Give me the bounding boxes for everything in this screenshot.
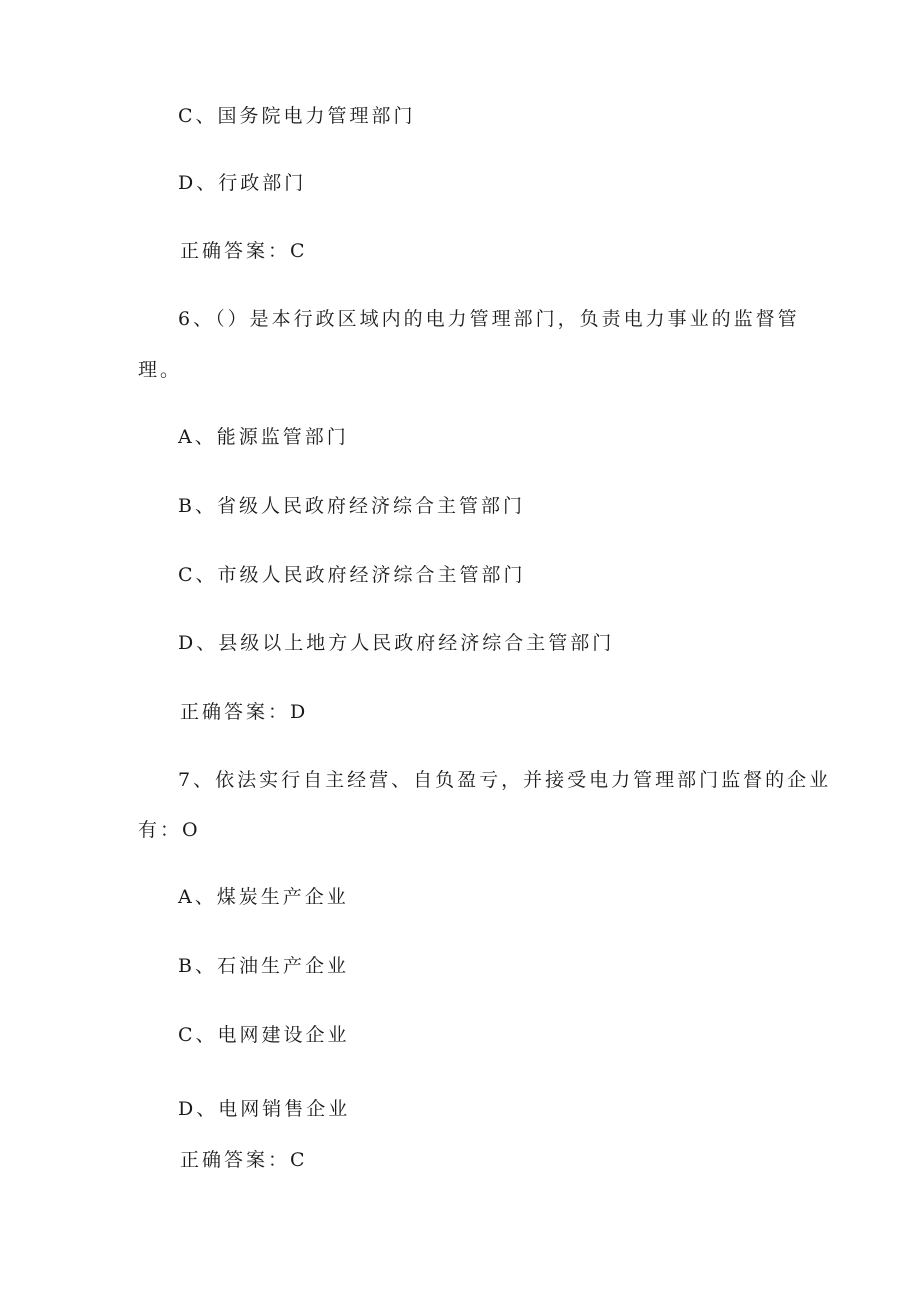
q6-option-c: C、市级人民政府经济综合主管部门 — [178, 564, 526, 586]
q6-option-b: B、省级人民政府经济综合主管部门 — [178, 495, 525, 517]
q7-option-b: B、石油生产企业 — [178, 955, 349, 977]
q7-stem-line2: 有：O — [138, 819, 201, 841]
q6-option-d: D、县级以上地方人民政府经济综合主管部门 — [178, 632, 615, 654]
q6-option-a: A、能源监管部门 — [178, 426, 349, 448]
q5-answer: 正确答案：C — [180, 240, 308, 262]
q6-answer: 正确答案：D — [180, 701, 309, 723]
q6-stem-line2: 理。 — [138, 359, 183, 381]
q7-answer: 正确答案：C — [180, 1149, 308, 1171]
q7-stem-line1: 7、依法实行自主经营、自负盈亏，并接受电力管理部门监督的企业 — [178, 769, 832, 791]
q7-option-c: C、电网建设企业 — [178, 1024, 350, 1046]
q7-option-d: D、电网销售企业 — [178, 1098, 351, 1120]
q5-option-d: D、行政部门 — [178, 172, 307, 194]
q7-option-a: A、煤炭生产企业 — [178, 886, 349, 908]
q5-option-c: C、国务院电力管理部门 — [178, 105, 416, 127]
q6-stem-line1: 6、（）是本行政区域内的电力管理部门，负责电力事业的监督管 — [178, 308, 800, 330]
